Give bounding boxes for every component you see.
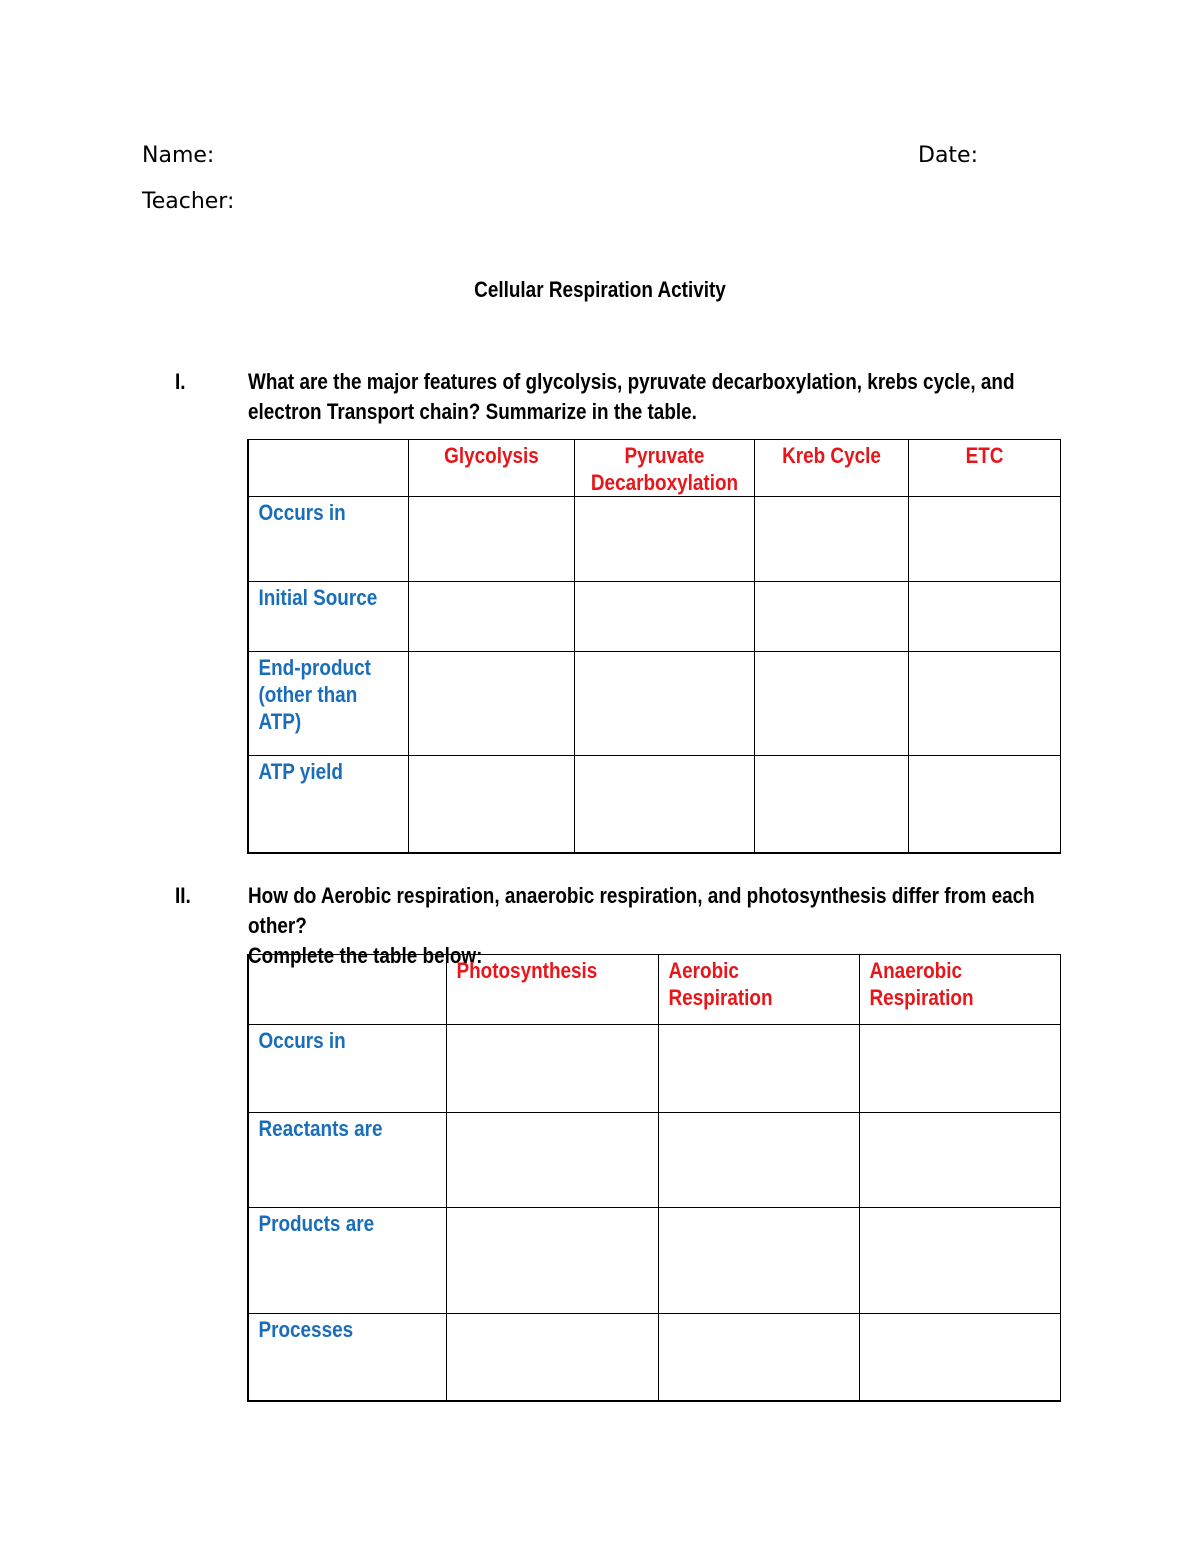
answer-cell[interactable]	[859, 1208, 1060, 1314]
row-header-cell	[248, 582, 408, 652]
answer-cell[interactable]	[574, 497, 754, 582]
table-row	[248, 1314, 1060, 1401]
answer-cell[interactable]	[859, 1025, 1060, 1113]
answer-cell[interactable]	[908, 756, 1060, 853]
row-header-reactants: Reactants are	[258, 1116, 383, 1141]
glycolysis-summary-table	[247, 439, 1061, 854]
column-header-cell	[574, 440, 754, 497]
row-header-cell	[248, 1208, 446, 1314]
document-title: Cellular Respiration Activity	[474, 277, 726, 302]
answer-cell[interactable]	[658, 1025, 859, 1113]
answer-cell[interactable]	[908, 652, 1060, 756]
row-header-atp-yield: ATP yield	[258, 759, 343, 784]
answer-cell[interactable]	[908, 497, 1060, 582]
answer-cell[interactable]	[754, 756, 908, 853]
table-row	[248, 1208, 1060, 1314]
answer-cell[interactable]	[408, 652, 574, 756]
column-header-kreb-cycle: Kreb Cycle	[781, 443, 881, 468]
answer-cell[interactable]	[574, 652, 754, 756]
corner-cell	[248, 955, 446, 1025]
question-1-number: I.	[175, 369, 186, 394]
row-header-cell	[248, 497, 408, 582]
table-row	[248, 652, 1060, 756]
row-header-cell	[248, 1025, 446, 1113]
row-header-cell	[248, 1314, 446, 1401]
answer-cell[interactable]	[658, 1208, 859, 1314]
answer-cell[interactable]	[446, 1314, 658, 1401]
row-header-processes: Processes	[258, 1317, 354, 1342]
table-row	[248, 497, 1060, 582]
column-header-cell	[408, 440, 574, 497]
answer-cell[interactable]	[908, 582, 1060, 652]
answer-cell[interactable]	[754, 497, 908, 582]
table-row	[248, 1113, 1060, 1208]
column-header-cell	[908, 440, 1060, 497]
question-2-number: II.	[175, 883, 191, 908]
row-header-occurs-in: Occurs in	[258, 1028, 346, 1053]
row-header-cell	[248, 1113, 446, 1208]
row-header-initial-source: Initial Source	[258, 585, 378, 610]
column-header-anaerobic-respiration: Anaerobic Respiration	[868, 958, 974, 1010]
answer-cell[interactable]	[658, 1113, 859, 1208]
column-header-cell	[754, 440, 908, 497]
row-header-cell	[248, 756, 408, 853]
column-header-cell	[859, 955, 1060, 1025]
question-1-text: What are the major features of glycolysis, pyruvate decarboxylation, krebs cycle, and electron Transport chain? Summarize in the table.	[248, 369, 1015, 424]
answer-cell[interactable]	[859, 1113, 1060, 1208]
answer-cell[interactable]	[754, 652, 908, 756]
date-label: Date:	[918, 143, 978, 168]
answer-cell[interactable]	[408, 497, 574, 582]
row-header-occurs-in: Occurs in	[258, 500, 346, 525]
answer-cell[interactable]	[446, 1113, 658, 1208]
respiration-comparison-table	[247, 954, 1061, 1402]
corner-cell	[248, 440, 408, 497]
answer-cell[interactable]	[859, 1314, 1060, 1401]
column-header-etc: ETC	[965, 443, 1003, 468]
answer-cell[interactable]	[446, 1208, 658, 1314]
column-header-photosynthesis: Photosynthesis	[455, 958, 597, 983]
table-row	[248, 756, 1060, 853]
table-header-row	[248, 955, 1060, 1025]
column-header-aerobic-respiration: Aerobic Respiration	[667, 958, 773, 1010]
table-header-row	[248, 440, 1060, 497]
answer-cell[interactable]	[754, 582, 908, 652]
answer-cell[interactable]	[408, 582, 574, 652]
answer-cell[interactable]	[446, 1025, 658, 1113]
table-row	[248, 1025, 1060, 1113]
column-header-cell	[658, 955, 859, 1025]
name-label: Name:	[142, 143, 215, 168]
column-header-pyruvate-decarboxylation: Pyruvate Decarboxylation	[590, 443, 738, 495]
answer-cell[interactable]	[574, 756, 754, 853]
column-header-glycolysis: Glycolysis	[443, 443, 539, 468]
question-2-text: How do Aerobic respiration, anaerobic respiration, and photosynthesis differ from each other? Complete the table below:	[248, 883, 1035, 968]
row-header-cell	[248, 652, 408, 756]
row-header-products: Products are	[258, 1211, 375, 1236]
answer-cell[interactable]	[408, 756, 574, 853]
row-header-end-product: End-product (other than ATP)	[258, 655, 371, 734]
answer-cell[interactable]	[574, 582, 754, 652]
table-row	[248, 582, 1060, 652]
answer-cell[interactable]	[658, 1314, 859, 1401]
column-header-cell	[446, 955, 658, 1025]
teacher-label: Teacher:	[142, 189, 235, 214]
